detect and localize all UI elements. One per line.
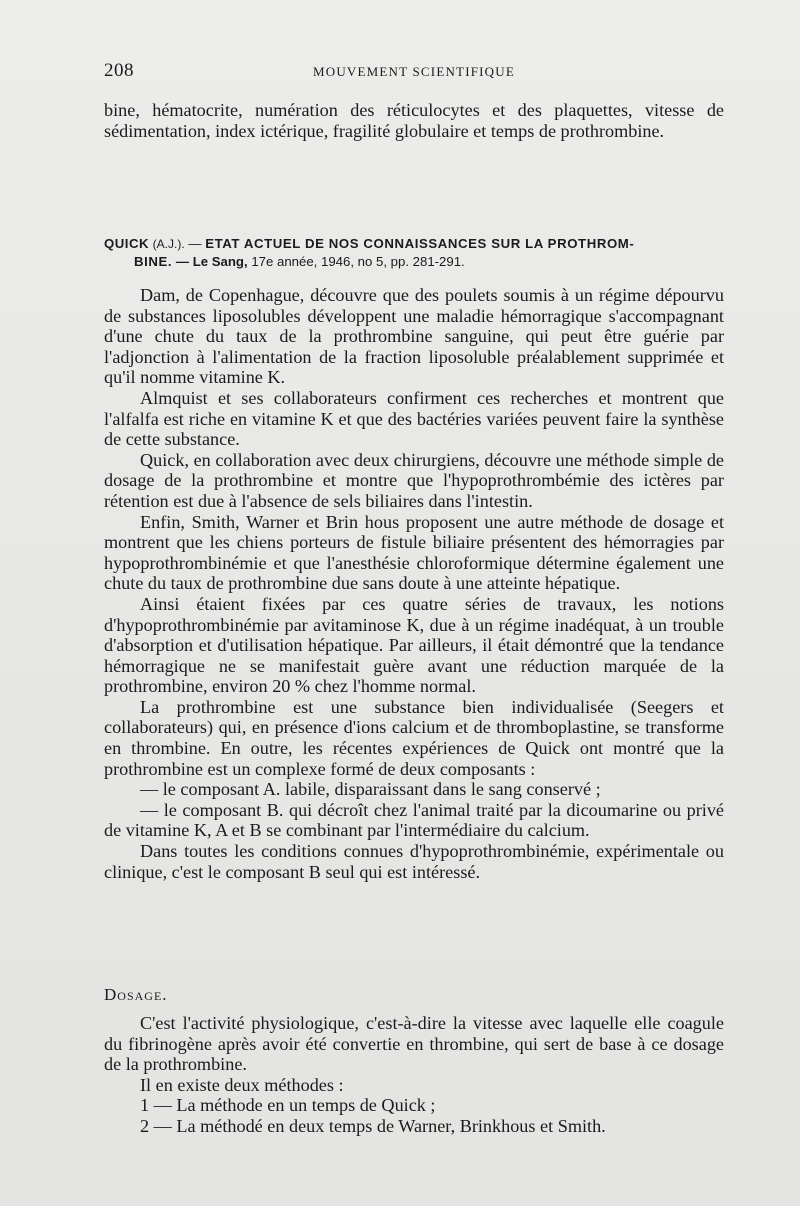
- body-paragraph: Ainsi étaient fixées par ces quatre séries de travaux, les notions d'hypoprothrombinémie par avitaminose K, due à un régime inadéquat, à un trouble d'absorption et d'utilisation hépatique. Par ailleurs, il était démontré que la tendance hémorragique ne se manifestait guère avant une réduction marquée de la prothrombine, environ 20 % chez l'homme normal.: [104, 593, 724, 697]
- body-paragraph: Dam, de Copenhague, découvre que des poulets soumis à un régime dépourvu de substances liposolubles développent une maladie hémorragique s'accompagnant d'une chute du taux de la prothrombine sanguine, qui peut être guérie par l'adjonction à l'alimentation de la fraction liposoluble préalablement supprimée et qu'il nomme vitamine K.: [104, 285, 724, 388]
- dosage-paragraph: Il en existe deux méthodes :: [140, 1074, 344, 1095]
- body-paragraph: Almquist et ses collaborateurs confirment ces recherches et montrent que l'alfalfa est riche en vitamine K et que des bactéries variées peuvent faire la synthèse de cette substance.: [104, 387, 724, 450]
- reference-title-line1: ETAT ACTUEL DE NOS CONNAISSANCES SUR LA PROTHROM-: [205, 236, 635, 251]
- reference-title-line2: BINE.: [134, 254, 173, 269]
- body-paragraph: Dans toutes les conditions connues d'hypoprothrombinémie, expérimentale ou clinique, c'est le composant B seul qui est intéressé.: [104, 841, 724, 882]
- dosage-paragraph: C'est l'activité physiologique, c'est-à-dire la vitesse avec laquelle elle coagule du fibrinogène après avoir été convertie en thrombine, qui sert de base à ce dosage de la prothrombine.: [104, 1013, 724, 1075]
- reference-line-1: [104, 235, 724, 253]
- component-item: — le composant B. qui décroît chez l'animal traité par la dicoumarine ou privé de vitamine K, A et B se combinant par l'intermédiaire du calcium.: [104, 799, 724, 841]
- method-item: 2 — La méthodé en deux temps de Warner, Brinkhous et Smith.: [140, 1115, 606, 1136]
- reference-source: — Le Sang,: [175, 254, 248, 269]
- article-body: [104, 285, 724, 882]
- method-item: 1 — La méthode en un temps de Quick ;: [140, 1095, 436, 1116]
- dosage-section: [104, 1013, 724, 1137]
- body-paragraph: La prothrombine est une substance bien individualisée (Seegers et collaborateurs) qui, en présence d'ions calcium et de thromboplastine, se transforme en thrombine. En outre, les récentes expériences de Quick ont montré que la prothrombine est un complexe formé de deux composants :: [104, 696, 724, 779]
- reference-author: QUICK: [104, 236, 149, 251]
- running-title: MOUVEMENT SCIENTIFIQUE: [312, 64, 515, 79]
- body-paragraph: Enfin, Smith, Warner et Brin hous proposent une autre méthode de dosage et montrent que les chiens porteurs de fistule biliaire présentent des hémorragies par hypoprothrombinémie et que l'anesthésie chloroformique détermine également une chute du taux de prothrombine due sans doute à une atteinte hépatique.: [104, 511, 724, 594]
- intro-text: [104, 100, 724, 141]
- reference-initials: (A.J.).: [152, 237, 185, 251]
- section-heading-dosage: Dosage.: [104, 985, 168, 1004]
- reference-dash: —: [188, 236, 202, 251]
- body-paragraph: Quick, en collaboration avec deux chirurgiens, découvre une méthode simple de dosage de la prothrombine et montre que l'hypoprothrombémie des ictères par rétention est due à l'absence de sels biliaires dans l'intestin.: [104, 449, 724, 511]
- page-number: 208: [104, 60, 134, 81]
- intro-paragraph: bine, hématocrite, numération des réticulocytes et des plaquettes, vitesse de sédimentation, index ictérique, fragilité globulaire et temps de prothrombine.: [104, 100, 724, 141]
- reference-line-2: [104, 253, 724, 271]
- reference-details: 17e année, 1946, no 5, pp. 281-291.: [251, 254, 465, 269]
- bibliographic-reference: [104, 235, 724, 271]
- page-header: [104, 60, 724, 84]
- component-item: — le composant A. labile, disparaissant dans le sang conservé ;: [140, 779, 601, 800]
